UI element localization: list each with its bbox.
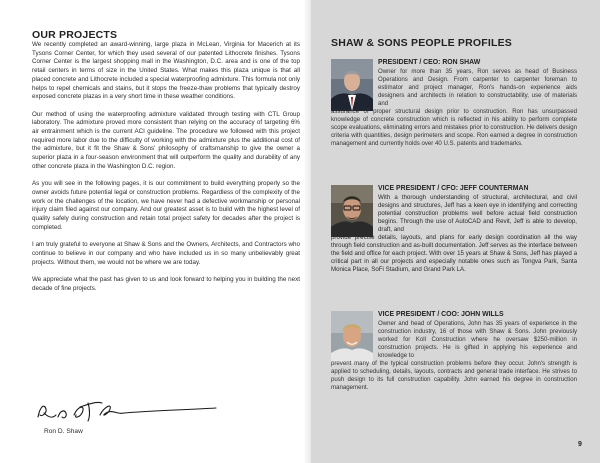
people-profiles-heading: SHAW & SONS PEOPLE PROFILES [331,37,513,49]
signer-name: Ron D. Shaw [44,428,83,435]
profile-role-john-wills: VICE PRESIDENT / COO: JOHN WILLS [378,311,504,318]
signature-image [30,395,220,425]
paragraph-5: We appreciate what the past has given to us and look forward to helping you in building the next decade of fine projects. [32,275,300,292]
our-projects-body [32,41,300,302]
page-gutter [303,0,311,463]
paragraph-3: As you will see in the following pages, it is our commitment to build everything properly so the owner avoids future potential legal or construction problems. Regardless of the complexity of the work or the challenges of the location, we have never had a defective workmanship or personal injury claim filed against our company. And our greatest asset is to build with the highest level of quality safely during construction and retain total project safety for decades after the project is completed. [32,180,300,231]
profile-role-jeff-counterman: VICE PRESIDENT / CFO: JEFF COUNTERMAN [378,185,529,192]
profile-bio-jeff-counterman [331,194,577,274]
paragraph-1: We recently completed an award-winning, large plaza in McLean, Virginia for Macerich at its Tysons Corner Center, for which they used several of our patented Lithocrete finishes. Tysons Corner Center is the largest shopping mall in the Washington, D.C. area and is one of the top retail centers in terms of size in the United States. What makes this plaza unique is that all placed concrete and Lithocrete included a special waterproofing admixture. This formula not only helps to repel chemicals and stains, but it stops the freeze-thaw problems that typically destroy exposed concrete plazas in a very short time in these weather conditions. [32,41,300,101]
profile-bio-ron-shaw [331,68,577,148]
bio-full-text: provide precise details, layouts, and plans for early design coordination all the way through field construction and as-built documentation. Jeff serves as the interface between the field and office for each project. With over 15 years at Shaw & Sons, Jeff has played a critical part in all our projects and especially notable ones such as Tongva Park, Santa Monica Place, SoFi Stadium, and Grand Park LA. [331,234,577,273]
bio-indented-text: With a thorough understanding of structural, architectural, and civil designs and structures, Jeff has a keen eye in identifying and correcting potential construction problems well before actual field construction begins. Through the use of AutoCAD and Revit, Jeff is able to develop, draft, and [378,194,577,233]
bio-full-text: prevent many of the typical construction problems before they occur. John's strength is applied to scheduling, details, layouts, contracts and general trade interface. He strives to push design to its full construction capability. John earned his degree in construction management. [331,360,577,391]
page-number: 9 [578,441,582,448]
profile-role-ron-shaw: PRESIDENT / CEO: RON SHAW [378,59,481,66]
profile-bio-john-wills [331,320,577,392]
paragraph-2: Our method of using the waterproofing admixture validated through testing with CTL Group laboratory. The admixture proved more consistent than relying on the accuracy of targeting 6% air entrainment which is the current ACI guideline. The procedure we followed with this project required more labor due to the difficulty of working with the admixture plus the additional cost of the admixture, but it fit the Shaw & Sons' philosophy of craftsmanship to give the owner a superior plaza in a four-season environment that will outperform the quality and durability of any other concrete plaza in the Washington D.C. region. [32,110,300,170]
our-projects-heading: OUR PROJECTS [32,29,118,41]
bio-indented-text: Owner for more than 35 years, Ron serves as head of Business Operations and Design. From carpenter to carpenter foreman to estimator and project manager, Ron's hands-on experience aids designers and architects in relation to constructability, use of materials and [378,68,577,107]
bio-indented-text: Owner and head of Operations, John has 35 years of experience in the construction industry, 16 of those with Shaw & Sons. John previously worked for Koll Construction where he oversaw $250-million in construction projects. He is gifted in applying his experience and knowledge to [378,320,577,359]
bio-full-text: assurance of proper structural design prior to construction. Ron has unsurpassed knowledge of concrete construction which is reflected in his ability to perform complete scope evaluations, eliminating errors and mistakes prior to construction. He delivers design criteria with quantities, design perimeters and scope. Ron earned a degree in construction management and currently holds over 40 U.S. patents and trademarks. [331,108,577,147]
paragraph-4: I am truly grateful to everyone at Shaw & Sons and the Owners, Architects, and Contractors who continue to believe in our company and who have included us in so many unbelievably great projects. Without them, we would not be where we are today. [32,241,300,266]
